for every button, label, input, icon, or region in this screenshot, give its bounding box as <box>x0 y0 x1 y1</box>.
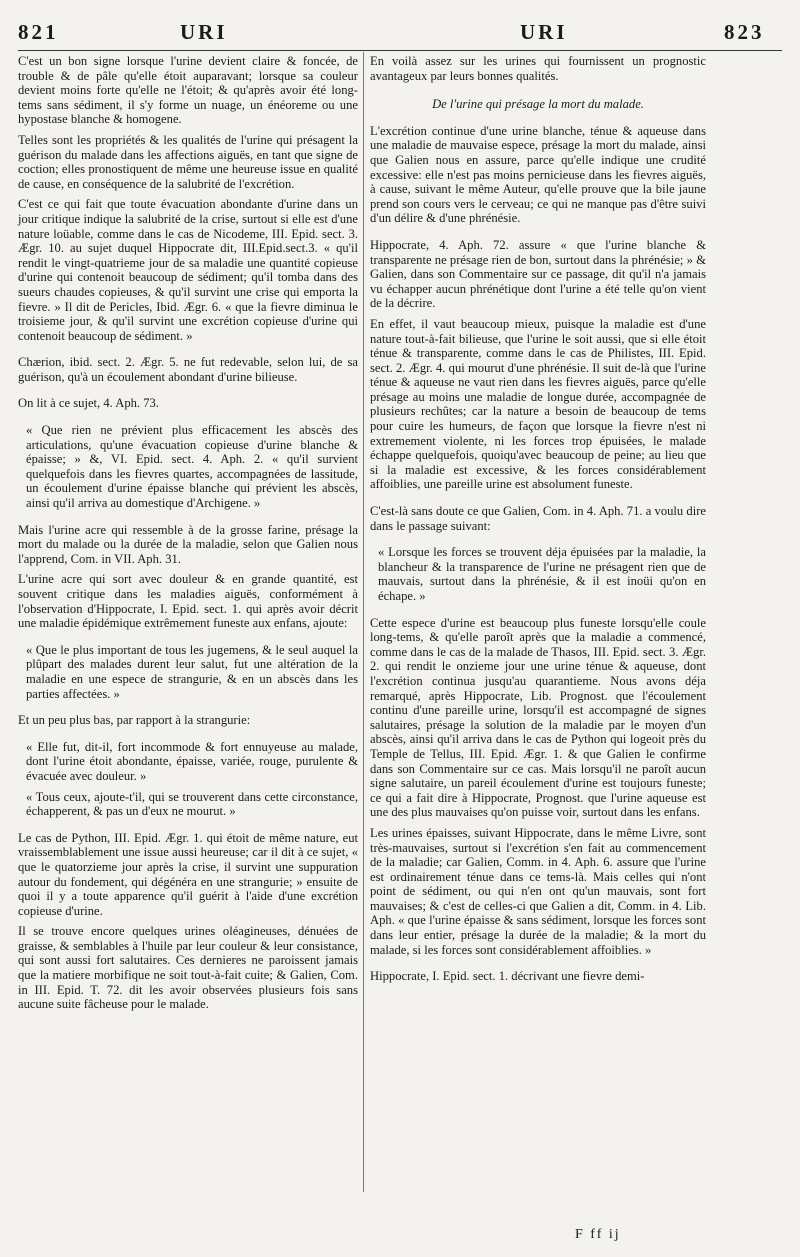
paragraph: L'urine acre qui sort avec douleur & en grande quantité, est souvent critique dans les maladies aiguës, conformément à l'observation d'Hippocrate, I. Epid. sect. 1. qui après avoir décrit une maladie épidémique extrêmement funeste aux enfans, ajoute: <box>18 572 358 631</box>
paragraph: C'est-là sans doute ce que Galien, Com. in 4. Aph. 71. a voulu dire dans le passage suivant: <box>370 504 706 533</box>
paragraph: Il se trouve encore quelques urines oléagineuses, dénuées de graisse, & semblables à l'huile par leur couleur & leur consistance, qui sont aussi fort salutaires. Ces dernieres ne paroissent jamais que la matiere morbifique ne soit tout-à-fait cuite; & Galien, Com. in III. Epid. T. 72. dit les avoir observées plusieurs fois sans aucune suite fâcheuse pour le malade. <box>18 924 358 1012</box>
paragraph: Chærion, ibid. sect. 2. Ægr. 5. ne fut redevable, selon lui, de sa guérison, qu'à un écoulement abondant d'urine bilieuse. <box>18 355 358 384</box>
paragraph: Hippocrate, 4. Aph. 72. assure « que l'urine blanche & transparente ne présage rien de bon, surtout dans la phrénésie; » & Galien, dans son Commentaire sur ce passage, dit qu'il n'a jamais vu échapper aucun phrénétique dont l'urine a été telle qu'on vient de la décrire. <box>370 237 706 311</box>
right-column <box>370 54 706 990</box>
paragraph: Cette espece d'urine est beaucoup plus funeste lorsqu'elle coule long-tems, & qu'elle paroît après que la maladie a commencé, comme dans le cas de la malade de Thasos, III. Epid. sect. 3. Ægr. 2. qui rendit le onzieme jour une urine ténue & aqueuse, dont l'excrétion continua jusqu'au quarantieme. Nous avons déja remarqué, après Hippocrate, Lib. Prognost. que l'écoulement continu d'une pareille urine, lorsqu'il est accompagné de signes salutaires, présage la solution de la maladie par le moyen d'un abscès, ainsi qu'il arriva dans le cas de Python qui logeoit près du Temple de Tellus, III. Epid. Ægr. 1. & que Galien le confirme dans son Commentaire sur ce cas. Mais lorsqu'il ne paroît aucun signe salutaire, un pareil écoulement d'urine est toujours funeste; ce qui a fait dire à Hippocrate, Prognost. que l'urine aqueuse est une des plus mauvaises qu'on puisse voir, surtout dans les enfans. <box>370 615 706 820</box>
section-heading: De l'urine qui présage la mort du malade. <box>432 97 644 112</box>
header-rule <box>18 50 782 51</box>
left-running-head: URI <box>180 20 228 44</box>
paragraph: En voilà assez sur les urines qui fournissent un prognostic avantageux par leurs bonnes qualités. <box>370 54 706 83</box>
column-divider <box>363 52 364 1192</box>
paragraph: On lit à ce sujet, 4. Aph. 73. <box>18 396 159 411</box>
paragraph: Telles sont les propriétés & les qualités de l'urine qui présagent la guérison du malade dans les affections aiguës, en tant que signe de coction; elles pronostiquent de même une heureuse issue en qualité de cause, en conséquence de la salubrité de l'excrétion. <box>18 132 358 191</box>
right-page-number: 823 <box>724 20 765 44</box>
quotation: « Lorsque les forces se trouvent déja épuisées par la maladie, la blancheur & la transparence de l'urine ne présagent rien que de mauvais, surtout dans la phrénésie, & il est inoüi qu'on en échape. » <box>378 545 706 603</box>
paragraph: Les urines épaisses, suivant Hippocrate, dans le même Livre, sont très-mauvaises, surtout si l'excrétion s'en fait au commencement de la maladie; car Galien, Comm. in 4. Aph. 6. assure que l'urine est ordinairement ténue dans ce tems-là. Mais celles qui n'ont point de sédiment, ou qui n'en ont qu'un mauvais, sont fort mauvaises; & c'est de celles-ci que Galien a dit, Comm. in 4. Lib. Aph. « que l'urine épaisse & sans sédiment, lorsque les forces sont dans leur entier, présage la durée de la maladie; & la mort du malade, si les forces sont considérablement affoiblies. » <box>370 825 706 957</box>
right-running-head: URI <box>520 20 568 44</box>
paragraph: Le cas de Python, III. Epid. Ægr. 1. qui étoit de même nature, eut vraissemblablement une issue aussi heureuse; car il dit à ce sujet, « que le quatorzieme jour après la crise, il survint une suppuration autour du fondement, qui dégénéra en une strangurie; » ensuite de quoi il y a toute apparence qu'il guérit à l'aide d'une excrétion copieuse d'urine. <box>18 830 358 918</box>
paragraph: C'est un bon signe lorsque l'urine devient claire & foncée, de trouble & de pâle qu'elle étoit auparavant; lorsque sa couleur devient moins forte qu'elle ne l'étoit; & qu'après avoir été long-tems sans sédiment, il s'y forme un nuage, un énéoreme ou une hypostase blanche & homogene. <box>18 54 358 127</box>
quotation: « Que rien ne prévient plus efficacement les abscès des articulations, qu'une évacuation copieuse d'urine blanche & épaisse; » &, VI. Epid. sect. 4. Aph. 2. « qu'il survient quelquefois dans les fievres quartes, accompagnées de lassitude, un écoulement d'urine épaisse blanche qui prévient les abscès, ainsi qu'il arriva au domestique d'Archigene. » <box>26 423 358 511</box>
paragraph: En effet, il vaut beaucoup mieux, puisque la maladie est d'une nature tout-à-fait bilieuse, que l'urine le soit aussi, que si elle étoit ténue & transparente, comme dans le cas de Philistes, III. Epid. sect. 2. Ægr. 4. qui mourut d'une phrénésie. Il suit de-là que l'urine ténue & aqueuse ne vaut rien dans les fievres aiguës, parce qu'elle présage au moins une maladie de longue durée, accompagnée de plusieurs rechûtes; car la nature a besoin de beaucoup de tems pour cuire les humeurs, de façon que lorsque la fievre n'est ni extremement violente, ni les forces trop épuisées, le malade échappe quelquefois, quoiqu'avec beaucoup de peine; au lieu que si la maladie est excessive, & les forces considérablement affoiblies, une pareille urine est absolument funeste. <box>370 316 706 492</box>
paragraph: C'est ce qui fait que toute évacuation abondante d'urine dans un jour critique indique la salubrité de la crise, surtout si elle est d'une nature loüable, comme dans le cas de Nicodeme, III. Epid. sect. 3. Ægr. 10. au sujet duquel Hippocrate dit, III.Epid.sect.3. « qu'il rendit le vingt-quatrieme jour de sa maladie une quantité copieuse d'urine qui contenoit beaucoup de sédiment; qu'il tomba dans des sueurs chaudes copieuses, & qu'il survint une crise qui emporta la fievre. » Il dit de Pericles, Ibid. Ægr. 6. « que la fievre diminua le troisieme jour, & qu'il survint une excrétion copieuse d'urine qui contenoit beaucoup de sédiment. » <box>18 197 358 343</box>
printer-signature: F ff ij <box>575 1227 621 1242</box>
quotation: « Elle fut, dit-il, fort incommode & fort ennuyeuse au malade, dont l'urine étoit abondante, épaisse, variée, rouge, purulente & évacuée avec douleur. » <box>26 739 358 783</box>
left-page-number: 821 <box>18 20 59 44</box>
paragraph: L'excrétion continue d'une urine blanche, ténue & aqueuse dans une maladie de mauvaise espece, présage la mort du malade, ainsi que Galien nous en assure, parce qu'elle indique une crudité excessive: elle n'est pas moins pernicieuse dans les fievres aiguës, à cause, suivant le même Auteur, qu'elle prouve que la bile jaune prend son cours vers le cerveau; ce qui ne manque pas d'être suivi d'un délire & d'une phrénésie. <box>370 123 706 226</box>
left-column <box>18 54 358 1018</box>
paragraph: Et un peu plus bas, par rapport à la strangurie: <box>18 713 251 728</box>
paragraph: Mais l'urine acre qui ressemble à de la grosse farine, présage la mort du malade ou la durée de la maladie, selon que Galien nous l'apprend, Com. in VII. Aph. 31. <box>18 522 358 566</box>
paragraph: Hippocrate, I. Epid. sect. 1. décrivant une fievre demi- <box>370 969 645 984</box>
quotation: « Tous ceux, ajoute-t'il, qui se trouverent dans cette circonstance, échapperent, & pas un d'eux ne mourut. » <box>26 789 358 819</box>
quotation: « Que le plus important de tous les jugemens, & le seul auquel la plûpart des malades durent leur salut, fut une altération de la maladie en une espece de strangurie, & en un abscès dans les parties affectées. » <box>26 642 358 701</box>
